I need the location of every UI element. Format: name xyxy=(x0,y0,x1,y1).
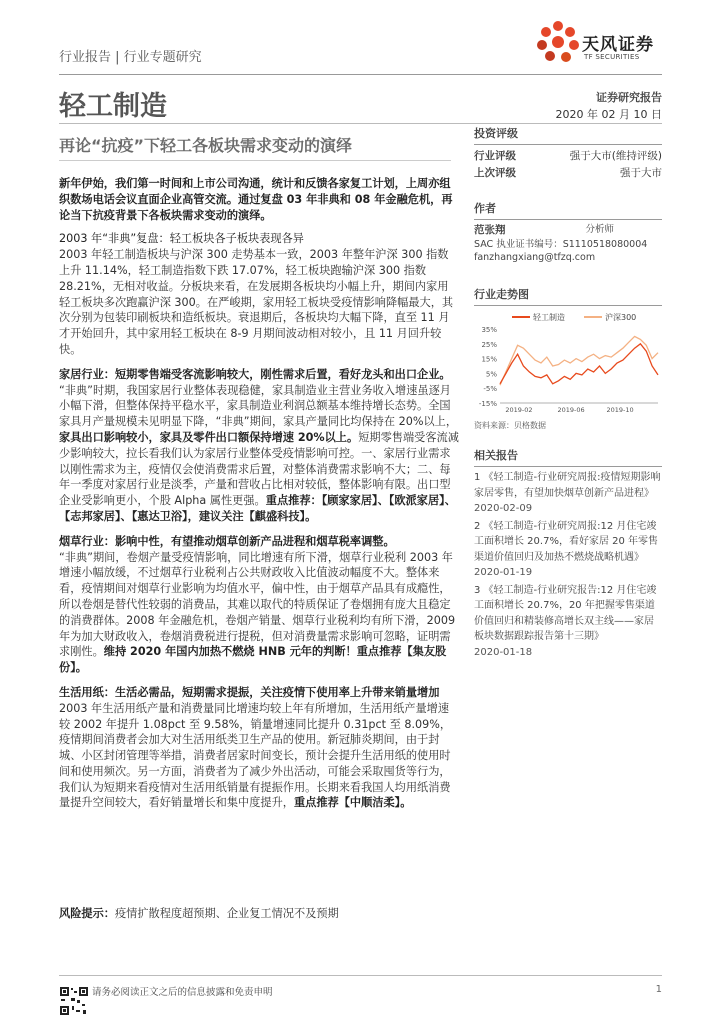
trend-chart xyxy=(474,309,662,417)
company-logo xyxy=(536,18,676,68)
main-content xyxy=(59,176,459,811)
trend-heading: 行业走势图 xyxy=(474,286,662,306)
y-tick-label: 5% xyxy=(485,370,497,379)
author-sac: SAC 执业证书编号：S1110518080004 xyxy=(474,239,648,250)
prev-rating-value: 强于大市 xyxy=(620,167,662,179)
report-type: 证券研究报告 xyxy=(596,91,662,104)
related-report-item[interactable] xyxy=(474,583,662,661)
related-report-text: 2 《轻工制造-行业研究周报:12 月住宅竣工面积增长 20.7%，看好家居 20 年零售渠道价值回归及加热不燃烧战略机遇》 xyxy=(474,520,659,563)
y-tick-label: -15% xyxy=(478,400,497,408)
legend-label: 沪深300 xyxy=(605,313,637,322)
title-divider xyxy=(59,123,662,124)
risk-label: 风险提示： xyxy=(59,907,115,920)
related-report-text: 1 《轻工制造-行业研究周报:疫情短期影响家居零售，有望加快烟草创新产品进程》 xyxy=(474,472,661,499)
series-line-light-industry xyxy=(500,344,658,384)
tobacco-recommendation: 维持 2020 年国内加热不燃烧 HNB 元年的判断！重点推荐【集友股份】。 xyxy=(59,645,447,675)
header-divider xyxy=(59,74,662,75)
author-email[interactable]: fanzhangxiang@tfzq.com xyxy=(474,252,596,263)
section-heading-tissue: 生活用纸：生活必需品，短期需求提振，关注疫情下使用率上升带来销量增加 xyxy=(59,685,440,699)
logo-text-cn: 天风证券 xyxy=(582,35,654,55)
prev-rating-row xyxy=(474,165,662,182)
related-report-date: 2020-02-09 xyxy=(474,503,533,514)
home-body-b: 短期零售端受客流减少影响较大，拉长看我们认为家居行业整体受疫情影响可控。一、家居行业需求以刚性需求为主，疫情仅会使消费需求后置，对整体消费需求影响不大；二、每年一季度对家居行业是淡季，产量和营收占比相对较低，整体影响有限。出口型企业受影响更小，个股 Alpha 属性更强。 xyxy=(59,430,459,508)
section-heading-tobacco: 烟草行业：影响中性，有望推动烟草创新产品进程和烟草税率调整。 xyxy=(59,534,395,548)
qr-code-icon xyxy=(59,986,89,1016)
tissue-recommendation: 重点推荐【中顺洁柔】。 xyxy=(293,796,412,810)
home-body-bold: 家具出口影响较小，家具及零件出口额保持增速 20%以上。 xyxy=(59,430,359,444)
x-tick-label: 2019-02 xyxy=(505,406,533,414)
section-heading-home: 家居行业：短期零售端受客流影响较大，刚性需求后置，看好龙头和出口企业。 xyxy=(59,367,451,381)
author-row xyxy=(474,223,614,238)
related-report-item[interactable] xyxy=(474,519,662,581)
lead-paragraph: 新年伊始，我们第一时间和上市公司沟通，统计和反馈各家复工计划，上周亦组织数场电话会议直面企业高管交流。通过复盘 03 年非典和 08 年金融危机，再论当下抗疫背景下各板块需求变动的演绎。 xyxy=(59,177,453,222)
page-number: 1 xyxy=(655,984,662,995)
section-body-home xyxy=(59,383,459,525)
sidebar xyxy=(474,125,662,662)
report-title: 再论“抗疫”下轻工各板块需求变动的演绎 xyxy=(59,136,353,155)
y-tick-label: 35% xyxy=(481,326,497,334)
x-tick-label: 2019-10 xyxy=(606,406,634,414)
risk-text: 疫情扩散程度超预期、企业复工情况不及预期 xyxy=(114,907,339,920)
rating-row xyxy=(474,148,662,165)
tobacco-body: “非典”期间，卷烟产量受疫情影响，同比增速有所下滑，烟草行业税利 2003 年增速小幅放缓，不过烟草行业税利占公共财政收入比值波动幅度不大。整体来看，疫情期间对烟草行业影响为均值水平，偏中性，由于烟草产品具有成瘾性，所以卷烟是替代性较弱的消费品，其难以取代的特质保证了卷烟拥有庞大且稳定的消费群体。2008 年金融危机，卷烟产销量、烟草行业税利均有所下滑，2009 年为加大财政收入，卷烟消费税进行提税，但对消费量需求影响可忽略，证明需求刚性。 xyxy=(59,550,456,659)
related-report-date: 2020-01-19 xyxy=(474,567,533,578)
rating-heading: 投资评级 xyxy=(474,125,662,145)
author-role: 分析师 xyxy=(585,224,614,235)
logo-text-en: TF SECURITIES xyxy=(584,53,640,61)
footer-divider xyxy=(59,975,662,976)
risk-warning xyxy=(59,905,339,921)
y-tick-label: 15% xyxy=(481,355,497,364)
title-underline xyxy=(59,160,451,161)
y-tick-label: -5% xyxy=(483,385,497,394)
rating-label: 行业评级 xyxy=(474,150,516,162)
related-report-item[interactable] xyxy=(474,470,662,517)
x-tick-label: 2019-06 xyxy=(557,406,585,414)
section-body-tissue xyxy=(59,701,459,812)
author-heading: 作者 xyxy=(474,200,662,220)
footer-disclaimer: 请务必阅读正文之后的信息披露和免责申明 xyxy=(92,987,273,998)
tissue-body: 2003 年生活用纸产量和消费量同比增速均较上年有所增加，生活用纸产量增速较 2002 年提升 1.08pct 至 9.58%，销量增速同比提升 0.31pct 至 8.09%，疫情期间消费者会加大对生活用纸类卫生产品的使用。新冠肺炎期间，由于封城、小区封闭管理等举措，消费者居家时间变长，预计会提升生活用纸的使用时间和使用频次。另一方面，消费者为了减少外出活动，可能会采取囤货等行为，我们认为短期来看疫情对生活用纸销量有提振作用。长期来看我国人均用纸消费量提升空间较大，看好销量增长和集中度提升， xyxy=(59,701,452,810)
home-recommendation: 重点推荐：【顾家家居】、【欧派家居】、【志邦家居】、【惠达卫浴】，建议关注【麒盛科技】。 xyxy=(59,494,456,523)
chart-source: 资料来源：贝格数据 xyxy=(474,421,546,430)
series-line-hs300 xyxy=(500,336,658,385)
pinwheel-logo-icon xyxy=(536,20,580,64)
prev-rating-label: 上次评级 xyxy=(474,167,516,179)
report-date: 2020 年 02 月 10 日 xyxy=(555,108,662,121)
author-name: 范张翔 xyxy=(474,224,506,236)
legend-label: 轻工制造 xyxy=(533,313,565,322)
rating-value: 强于大市(维持评级) xyxy=(569,150,662,162)
related-reports xyxy=(474,470,662,660)
home-body-a: “非典”时期，我国家居行业整体表现稳健，家具制造业主营业务收入增速虽逐月小幅下滑，但整体保持平稳水平，家具制造业利润总额基本维持增长态势。全国家具月产量规模未见明显下降，“非典”期间，家具产量同比均保持在 20%以上， xyxy=(59,383,458,429)
related-heading: 相关报告 xyxy=(474,447,662,467)
section-heading-sars: 2003 年“非典”复盘：轻工板块各子板块表现各异 xyxy=(59,232,304,246)
trend-chart-svg xyxy=(474,309,662,417)
related-report-text: 3 《轻工制造-行业研究报告:12 月住宅竣工面积增长 20.7%，20 年把握零售渠道价值回归和精装修高增长双主线——家居板块数据跟踪报告第十三期》 xyxy=(474,584,657,642)
industry-title: 轻工制造 xyxy=(59,91,167,122)
section-body-sars: 2003 年轻工制造板块与沪深 300 走势基本一致，2003 年整年沪深 300 指数上升 11.14%，轻工制造指数下跌 17.07%，轻工板块跑输沪深 300 指数 28.21%，无相对收益。分板块来看，在发展期各板块均小幅上升，期间内家用轻工板块多次跑赢沪深 300。在严峻期，家用轻工板块受疫情影响降幅最大，其次分别为包装印刷板块和造纸板块。衰退期后，各板块均大幅下降，直至 11 月才开始回升，其中家用轻工板块在 8-9 月期间波动相对较小，且 11 月回升较快。 xyxy=(59,248,454,356)
report-category-tag: 行业报告 | 行业专题研究 xyxy=(59,50,202,65)
y-tick-label: 25% xyxy=(481,340,497,349)
related-report-date: 2020-01-18 xyxy=(474,646,533,658)
section-body-tobacco xyxy=(59,550,459,676)
